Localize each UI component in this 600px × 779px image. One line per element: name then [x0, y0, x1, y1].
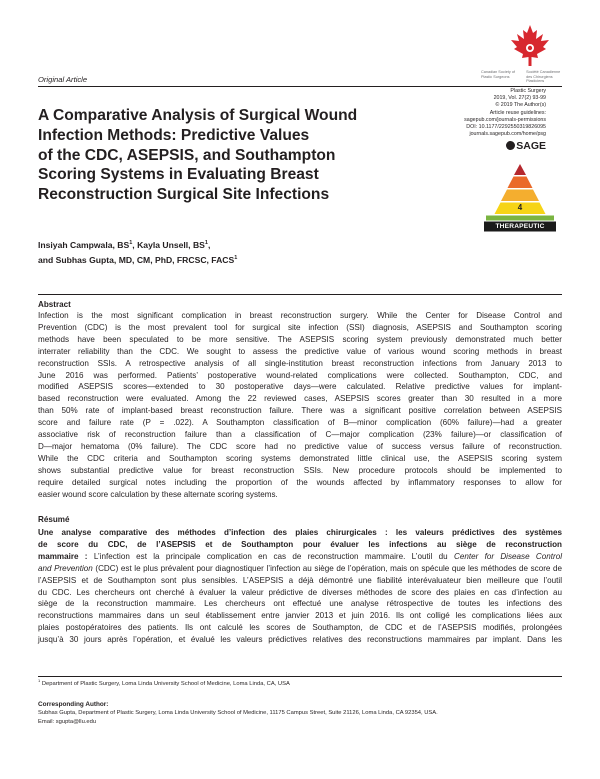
resume-italic: and Prevention — [38, 563, 93, 573]
article-title — [38, 106, 378, 205]
corresponding-address: Subhas Gupta, Department of Plastic Surgery, Loma Linda University School of Medicine, 11175 Campus Street, Suite 21126, Loma Linda, CA 92354, USA. — [38, 710, 438, 716]
reuse-link[interactable]: sagepub.com/journals-permissions — [464, 116, 546, 123]
abstract-line: interrater reliability than the CDC. We sought to assess the predictive value of various wound scoring methods in breast — [38, 346, 562, 356]
corresponding-email[interactable]: Email: sgupta@llu.edu — [38, 719, 97, 725]
title-line: of the CDC, ASEPSIS, and Southampton — [38, 146, 336, 164]
society-name-fr-3: Plasticiens — [526, 79, 545, 84]
resume-line: l’ASEPSIS et de Southampton sont plus sensibles. L’ASEPSIS a déjà démontré une fiabilité interévaluateur bien meilleure que l’outil — [38, 575, 562, 585]
reuse-label: Article reuse guidelines: — [489, 109, 546, 116]
title-line: A Comparative Analysis of Surgical Wound — [38, 107, 358, 124]
affiliation-footnote — [38, 680, 290, 688]
abstract-line: score and failure rate (P = .022). A Southampton classification of B—minor complication (60% failure)—had a greater — [38, 418, 562, 428]
corresponding-author — [38, 700, 438, 727]
title-line: Scoring Systems in Evaluating Breast — [38, 166, 319, 184]
abstract-line: D—major hematoma (0% failure). The CDC score had no predictive value of success versus failure of reconstruction. — [38, 441, 562, 451]
resume-line: reconstructions mammaires dans un seul établissement entre janvier 2013 et juin 2016. Ils ont colligé les complications liées aux — [38, 611, 562, 621]
resume-title-line: Une analyse comparative des méthodes d’infection des plaies chirurgicales : les valeurs prédictives des systèmes — [38, 528, 562, 537]
corresponding-heading: Corresponding Author: — [38, 701, 109, 708]
author-list: Insiyah Campwala, $BS^1$, Kayla Unsell, $BS^1$, and Subhas Gupta, MD, CM, PhD, FRCSC, FACS$^1$ — [38, 240, 238, 265]
resume-italic: Center for Disease Control — [453, 551, 562, 561]
abstract-line: require detailed surgical notes including the proportion of the wounds affected by inflammatory responses to allow for — [38, 477, 562, 487]
resume-line: jusqu’à 30 jours après l’opération, et évalué les valeurs prédictives relatives des reconstructions mammaires par implant. Dans les — [38, 635, 562, 645]
author-campwala[interactable]: Insiyah Campwala, BS — [38, 240, 130, 250]
header-rule — [38, 86, 562, 87]
resume-body — [38, 527, 562, 646]
footnote-text: Department of Plastic Surgery, Loma Linda University School of Medicine, Loma Linda, CA, USA — [41, 681, 290, 687]
abstract-heading: Abstract — [38, 300, 71, 309]
author-unsell[interactable]: Kayla Unsell, BS — [137, 240, 205, 250]
abstract-line: Prevention (CDC) is the most prevalent tool for surgical site infection (SSI) diagnosis, ASEPSIS and Southampton scoring — [38, 322, 562, 332]
abstract-line: methods have been speculated to be more sensitive. The ASEPSIS scoring system previously demonstrated much better — [38, 334, 562, 344]
resume-line — [38, 563, 562, 575]
society-name-en-2: Plastic Surgeons — [481, 74, 510, 79]
society-name-fr-2: des Chirurgiens — [526, 74, 553, 79]
pyramid-level-1 — [514, 164, 526, 175]
abstract-line: Infection is the most significant complication in breast reconstruction surgery. While the Center for Disease Control and — [38, 311, 562, 320]
title-line: Reconstruction Surgical Site Infections — [38, 186, 330, 204]
publisher-name: SAGE — [516, 140, 546, 153]
pyramid-level-2 — [508, 177, 533, 189]
resume-text: L’infection est la principale complication en cas de reconstruction mammaire. L’outil du — [87, 551, 454, 561]
affiliation-mark: 1 — [204, 240, 208, 246]
resume-line: du CDC. Les chercheurs ont cherché à évaluer la valeur prédictive de diverses méthodes de score des plaies en cas d’infection au — [38, 587, 562, 597]
journal-copyright: © 2019 The Author(s) — [495, 102, 546, 109]
affiliation-mark: 1 — [234, 255, 238, 261]
doi[interactable]: DOI: 10.1177/2292550319826095 — [466, 124, 546, 131]
evidence-level-label: THERAPEUTIC — [495, 223, 545, 230]
abstract-body — [38, 310, 562, 501]
resume-text: (CDC) est le plus prévalent pour diagnostiquer l’infection au siège de l’opération, mais on spécule que les méthodes de score de — [92, 563, 563, 573]
author-gupta[interactable]: and Subhas Gupta, MD, CM, PhD, FRCSC, FACS — [38, 255, 235, 265]
society-name-fr-1: Société Canadienne — [526, 70, 561, 74]
abstract-line: based reconstruction were evaluated. Among the 22 reviewed cases, ASEPSIS scores greater than 30 resulted in a more — [38, 394, 562, 404]
abstract-line: easier wound score calculation by these alternate scoring systems. — [38, 489, 278, 499]
pyramid-base-band — [486, 216, 554, 221]
abstract-line: While the CDC criteria and Southampton scoring systems demonstrated little clinical use, the ASEPSIS scoring system — [38, 453, 562, 463]
abstract-line: reconstruction SSIs. A retrospective analysis of all single-institution breast reconstruction infections from January 2013 to — [38, 358, 562, 368]
journal-volume: 2019, Vol. 27(2) 93-99 — [493, 95, 546, 102]
affiliation-mark: 1 — [129, 240, 133, 246]
abstract-line: shows substantial predictive value for breast reconstruction SSIs. New procedure protocols should be implemented to — [38, 465, 562, 475]
evidence-level-number: 4 — [517, 203, 523, 212]
title-line: Infection Methods: Predictive Values — [38, 126, 310, 144]
resume-title-line: de score du CDC, de l’ASEPSIS et de Southampton pour évaluer les infections au siège de reconstruction — [38, 539, 562, 549]
article-type: Original Article — [38, 75, 88, 84]
society-name — [481, 70, 560, 84]
resume-line: plaies postopératoires des patients. Ils ont calculé les scores de Southampton, de CDC et de l’ASEPSIS modifiés, prolongées — [38, 623, 562, 633]
society-name-en-1: Canadian Society of — [481, 70, 515, 74]
sage-circle-icon — [506, 141, 515, 150]
maple-leaf-logo — [508, 24, 552, 68]
abstract-rule — [38, 294, 562, 295]
resume-title-tail: mammaire : — [38, 551, 88, 561]
pyramid-level-3 — [501, 190, 539, 202]
resume-line — [38, 551, 562, 563]
sage-logo — [386, 140, 546, 152]
journal-homepage[interactable]: journals.sagepub.com/home/psg — [469, 131, 546, 138]
abstract-line: than 50% rate of implant-based breast reconstruction failure. There was a significant positive correlation between ASEPSIS — [38, 406, 562, 416]
resume-line: siège de la reconstruction mammaire. Les chercheurs ont effectué une analyse rétrospective de toutes les infections des — [38, 599, 562, 609]
resume-heading: Résumé — [38, 515, 70, 524]
journal-info — [386, 88, 546, 152]
footnote-mark: 1 — [38, 678, 41, 683]
abstract-line: modified ASEPSIS scores—extended to 30 postoperative days—were calculated. Relative predictive values for implant- — [38, 382, 562, 392]
footnote-rule — [38, 676, 562, 677]
abstract-line: June 2016 was performed. Patients’ postoperative wound-related complications were collected. Southampton, CDC, and — [38, 370, 562, 380]
abstract-line: associative risk of reconstruction failure than a classification of C—major complication (23% failure)—or classification of — [38, 430, 562, 440]
journal-name: Plastic Surgery — [510, 88, 546, 94]
